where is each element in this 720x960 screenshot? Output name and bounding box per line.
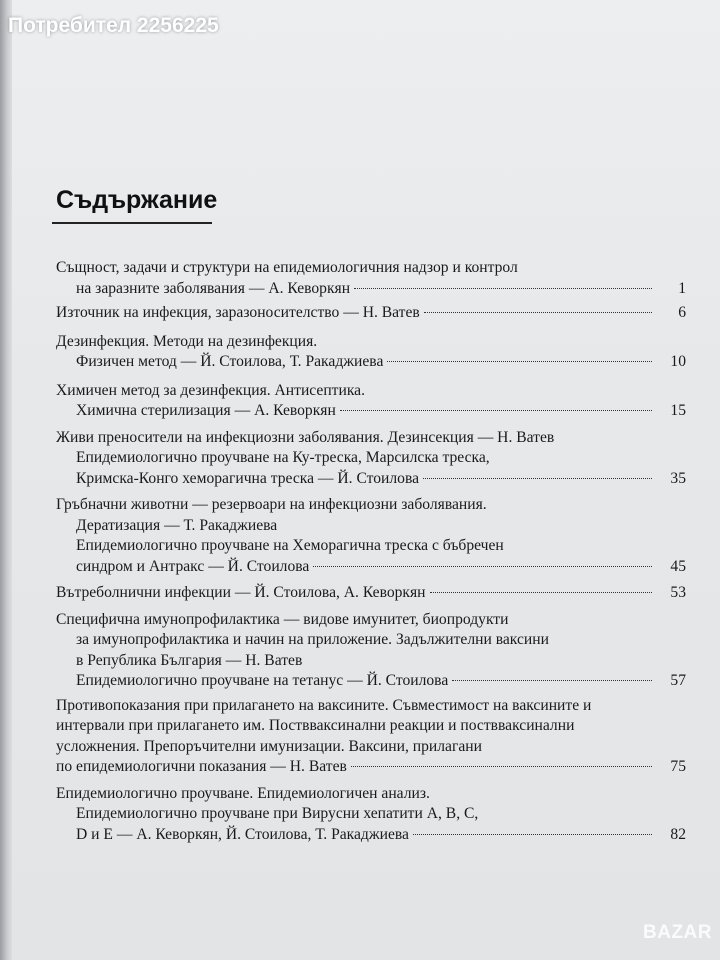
toc-entry	[56, 332, 686, 373]
toc-line: Гръбначни животни — резервоари на инфекциозни заболявания.	[56, 496, 487, 513]
toc-line: Физичен метод — Й. Стоилова, Т. Ракаджиева	[76, 353, 384, 370]
page-number: 75	[670, 758, 686, 775]
toc-line: усложнения. Препоръчителни имунизации. Ваксини, прилагани	[56, 737, 482, 755]
page-number: 53	[670, 584, 686, 601]
dot-leader	[354, 288, 652, 289]
dot-leader	[313, 566, 652, 567]
toc-line: Живи преносители на инфекциозни заболявания. Дезинсекция — Н. Ватев	[56, 428, 555, 446]
dot-leader	[452, 680, 652, 681]
dot-leader	[423, 478, 652, 479]
table-of-contents	[56, 258, 686, 847]
toc-entry	[56, 696, 686, 778]
toc-line: на заразните заболявания — А. Кеворкян	[76, 279, 351, 297]
toc-line: Епидемиологично проучване на тетанус — Й. Стоилова	[76, 672, 449, 689]
toc-entry	[56, 428, 686, 490]
toc-entry	[56, 784, 686, 846]
toc-line: в Република България — Н. Ватев	[76, 651, 303, 669]
toc-line: Специфична имунопрофилактика — видове имунитет, биопродукти	[56, 610, 509, 628]
title-underline	[52, 222, 212, 224]
toc-entry	[56, 495, 686, 577]
toc-line: интервали при прилагането им. Поствваксинални реакции и поствваксинални	[56, 717, 575, 734]
toc-line: D и Е — А. Кеворкян, Й. Стоилова, Т. Ракаджиева	[76, 825, 409, 843]
page-number: 1	[678, 279, 686, 297]
page-title: Съдържание	[56, 186, 218, 214]
book-spine-shadow	[0, 0, 12, 960]
page-number: 15	[670, 402, 686, 419]
dot-leader	[430, 592, 652, 593]
toc-line: Източник на инфекция, заразоносителство — Н. Ватев	[56, 304, 420, 321]
dot-leader	[351, 766, 652, 767]
dot-leader	[340, 410, 652, 411]
page-number: 6	[678, 304, 686, 321]
toc-line: синдром и Антракс — Й. Стоилова	[76, 557, 310, 575]
site-watermark-logo: BAZAR	[643, 922, 712, 943]
user-watermark: Потребител 2256225	[8, 14, 219, 37]
toc-line: за имунопрофилактика и начин на приложение. Задължителни ваксини	[76, 631, 549, 648]
page-number: 35	[670, 469, 686, 487]
page-number: 45	[670, 557, 686, 575]
toc-entry	[56, 258, 686, 299]
dot-leader	[424, 312, 652, 313]
toc-entry	[56, 583, 686, 604]
toc-entry	[56, 610, 686, 692]
toc-line: Епидемиологично проучване. Епидемиологичен анализ.	[56, 784, 430, 802]
toc-line: Химична стерилизация — А. Кеворкян	[76, 402, 336, 419]
toc-line: Противопоказания при прилагането на ваксините. Съвместимост на ваксините и	[56, 696, 592, 714]
toc-line: Епидемиологично проучване при Вирусни хепатити А, В, С,	[76, 805, 479, 822]
page-number: 57	[670, 672, 686, 689]
page-number: 82	[670, 825, 686, 843]
toc-line: Дезинфекция. Методи на дезинфекция.	[56, 332, 318, 350]
toc-line: Епидемиологично проучване на Ку-треска, Марсилска треска,	[76, 449, 490, 466]
toc-line: Същност, задачи и структури на епидемиологичния надзор и контрол	[56, 259, 518, 276]
toc-line: Кримска-Конго хеморагична треска — Й. Стоилова	[76, 469, 420, 487]
toc-entry	[56, 303, 686, 324]
toc-line: Вътреболнични инфекции — Й. Стоилова, А. Кеворкян	[56, 584, 426, 601]
toc-line: Дератизация — Т. Ракаджиева	[76, 516, 278, 534]
dot-leader	[413, 834, 652, 835]
page-number: 10	[670, 353, 686, 370]
book-page	[12, 0, 720, 960]
toc-entry	[56, 381, 686, 422]
dot-leader	[387, 361, 652, 362]
toc-line: Епидемиологично проучване на Хеморагична треска с бъбречен	[76, 537, 504, 554]
toc-line: Химичен метод за дезинфекция. Антисептика.	[56, 381, 366, 399]
toc-line: по епидемиологични показания — Н. Ватев	[56, 758, 347, 775]
